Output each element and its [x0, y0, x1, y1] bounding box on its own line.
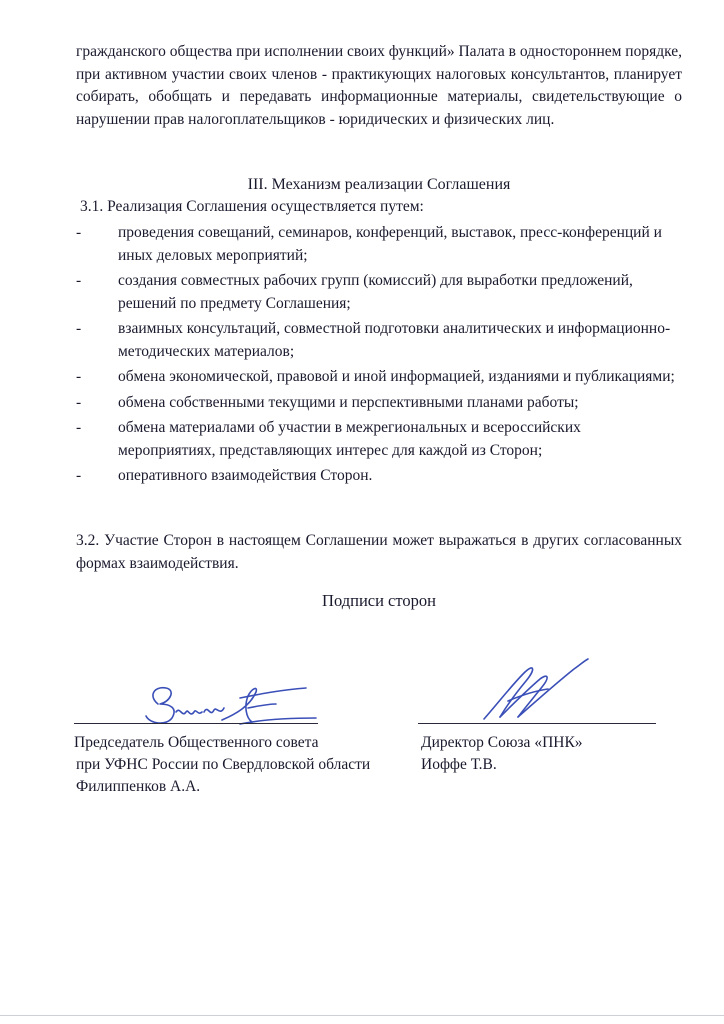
list-dash: -	[76, 224, 82, 241]
list-item-text: обмена экономической, правовой и иной информацией, изданиями и публикациями;	[118, 368, 675, 385]
list-item-text: создания совместных рабочих групп (комиссий) для выработки предложений, решений по предмету Соглашения;	[118, 272, 633, 312]
list-item-text: обмена материалами об участии в межрегиональных и всероссийских мероприятиях, представляющих интерес для каждой из Сторон;	[118, 419, 581, 459]
list-item-text: оперативного взаимодействия Сторон.	[118, 467, 373, 484]
list-dash: -	[76, 393, 82, 411]
list-item	[76, 222, 682, 267]
clause-3-1: 3.1. Реализация Соглашения осуществляется путем:	[80, 198, 424, 215]
list-item	[76, 392, 682, 415]
signature-line-right	[418, 723, 656, 724]
signatory-left-title: Председатель Общественного совета	[74, 734, 319, 751]
clause-3-1-list	[76, 222, 682, 491]
signatory-right-title: Директор Союза «ПНК»	[421, 734, 583, 751]
signatures-title: Подписи сторон	[322, 591, 436, 610]
signatory-left	[74, 732, 370, 798]
list-item	[76, 465, 682, 488]
page-bottom-edge	[0, 1015, 724, 1016]
list-dash: -	[76, 467, 82, 484]
signatory-right-name: Иоффе Т.В.	[421, 756, 497, 773]
list-dash: -	[76, 419, 82, 436]
list-item	[76, 318, 682, 363]
list-item-text: обмена собственными текущими и перспективными планами работы;	[118, 393, 579, 411]
clause-3-2: 3.2. Участие Сторон в настоящем Соглашении может выражаться в других согласованных формах взаимодействия.	[76, 532, 682, 572]
list-dash: -	[76, 368, 82, 385]
list-item	[76, 366, 682, 389]
list-dash: -	[76, 320, 82, 337]
signatory-left-organization: при УФНС России по Свердловской области	[76, 756, 371, 773]
section-heading: III. Механизм реализации Соглашения	[247, 176, 511, 193]
list-item	[76, 270, 682, 315]
list-dash: -	[76, 272, 82, 289]
signatory-right	[421, 732, 583, 776]
list-item-text: проведения совещаний, семинаров, конференций, выставок, пресс-конференций и иных деловых мероприятий;	[118, 224, 662, 264]
signature-right	[478, 655, 598, 725]
list-item-text: взаимных консультаций, совместной подготовки аналитических и информационно- методических материалов;	[118, 320, 671, 360]
list-item	[76, 417, 682, 462]
signatory-left-name: Филиппенков А.А.	[76, 778, 201, 795]
intro-paragraph: гражданского общества при исполнении своих функций» Палата в одностороннем порядке, при активном участии своих членов - практикующих налоговых консультантов, планирует собирать, обобщать и передавать информационные материалы, свидетельствующие о нарушении прав налогоплательщиков - юридических и физических лиц.	[76, 43, 683, 128]
signature-line-left	[74, 723, 318, 724]
